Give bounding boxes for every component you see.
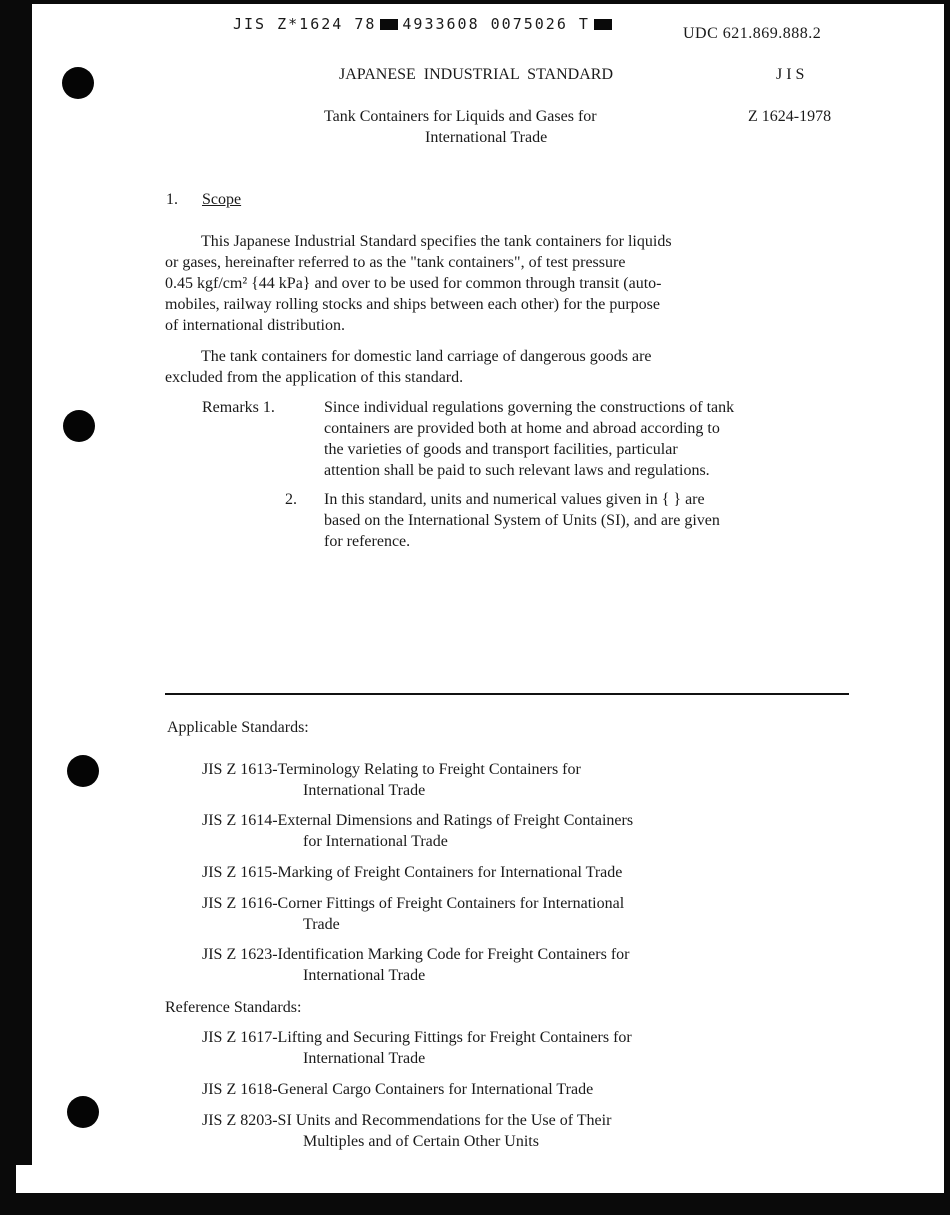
scan-bottom-border bbox=[0, 1193, 950, 1215]
reference-standard-item bbox=[202, 1027, 802, 1069]
text-line: mobiles, railway rolling stocks and ships between each other) for the purpose bbox=[165, 296, 660, 313]
applicable-standard-item bbox=[202, 810, 802, 852]
punch-hole bbox=[67, 755, 99, 787]
text-line: the varieties of goods and transport facilities, particular bbox=[324, 441, 678, 458]
standard-line: JIS Z 1623-Identification Marking Code for Freight Containers for bbox=[202, 946, 630, 963]
catalog-code-line bbox=[233, 15, 616, 33]
text-line: excluded from the application of this standard. bbox=[165, 369, 464, 386]
remark-2 bbox=[324, 489, 869, 552]
remarks-label: Remarks 1. bbox=[202, 399, 275, 416]
scope-paragraph-2 bbox=[165, 346, 855, 388]
redaction-block bbox=[380, 19, 398, 30]
catalog-code-2: 4933608 0075026 T bbox=[402, 15, 590, 33]
text-line: Since individual regulations governing the constructions of tank bbox=[324, 399, 735, 416]
standard-line: International Trade bbox=[303, 967, 426, 984]
remark-1 bbox=[324, 397, 869, 481]
scan-top-border bbox=[0, 0, 950, 4]
text-line: 0.45 kgf/cm² {44 kPa} and over to be used for common through transit (auto- bbox=[165, 275, 662, 292]
standard-line: JIS Z 1613-Terminology Relating to Freight Containers for bbox=[202, 761, 581, 778]
catalog-code: JIS Z*1624 78 bbox=[233, 15, 377, 33]
text-line: attention shall be paid to such relevant laws and regulations. bbox=[324, 462, 710, 479]
standard-line: International Trade bbox=[303, 782, 426, 799]
text-line: for reference. bbox=[324, 533, 411, 550]
applicable-standard-item bbox=[202, 944, 802, 986]
remark-2-number: 2. bbox=[285, 491, 297, 508]
text-line: This Japanese Industrial Standard specifies the tank containers for liquids bbox=[201, 233, 672, 250]
standard-line: Trade bbox=[303, 916, 340, 933]
udc-number: UDC 621.869.888.2 bbox=[683, 25, 822, 42]
text-line: containers are provided both at home and abroad according to bbox=[324, 420, 720, 437]
standard-line: International Trade bbox=[303, 1050, 426, 1067]
applicable-standard-item bbox=[202, 862, 802, 883]
scan-left-border bbox=[0, 0, 16, 1215]
text-line: In this standard, units and numerical values given in { } are bbox=[324, 491, 705, 508]
standard-line: JIS Z 1615-Marking of Freight Containers for International Trade bbox=[202, 864, 623, 881]
document-number: Z 1624-1978 bbox=[748, 108, 832, 125]
section-number: 1. bbox=[166, 191, 178, 208]
document-title-line2: International Trade bbox=[425, 129, 548, 146]
reference-standard-item bbox=[202, 1079, 802, 1100]
redaction-block bbox=[594, 19, 612, 30]
section-heading: Scope bbox=[202, 191, 242, 208]
punch-hole bbox=[63, 410, 95, 442]
punch-hole bbox=[67, 1096, 99, 1128]
section-divider bbox=[165, 693, 849, 695]
applicable-standard-item bbox=[202, 759, 802, 801]
jis-label: J I S bbox=[776, 66, 805, 83]
standard-line: JIS Z 1614-External Dimensions and Ratings of Freight Containers bbox=[202, 812, 634, 829]
standard-line: JIS Z 8203-SI Units and Recommendations for the Use of Their bbox=[202, 1112, 612, 1129]
reference-standard-item bbox=[202, 1110, 802, 1152]
scope-paragraph-1 bbox=[165, 231, 855, 336]
standard-line: JIS Z 1616-Corner Fittings of Freight Containers for International bbox=[202, 895, 625, 912]
standard-line: JIS Z 1618-General Cargo Containers for International Trade bbox=[202, 1081, 594, 1098]
text-line: based on the International System of Units (SI), and are given bbox=[324, 512, 720, 529]
text-line: or gases, hereinafter referred to as the "tank containers", of test pressure bbox=[165, 254, 626, 271]
text-line: of international distribution. bbox=[165, 317, 345, 334]
text-line: The tank containers for domestic land carriage of dangerous goods are bbox=[201, 348, 652, 365]
punch-hole bbox=[62, 67, 94, 99]
applicable-standards-heading: Applicable Standards: bbox=[167, 719, 309, 736]
standard-line: JIS Z 1617-Lifting and Securing Fittings for Freight Containers for bbox=[202, 1029, 632, 1046]
standard-line: Multiples and of Certain Other Units bbox=[303, 1133, 539, 1150]
document-title-line1: Tank Containers for Liquids and Gases for bbox=[324, 108, 597, 125]
applicable-standard-item bbox=[202, 893, 802, 935]
scan-right-border bbox=[944, 0, 950, 1215]
scan-left-border-inner bbox=[16, 0, 32, 1165]
reference-standards-heading: Reference Standards: bbox=[165, 999, 302, 1016]
standard-title: JAPANESE INDUSTRIAL STANDARD bbox=[339, 66, 613, 83]
standard-line: for International Trade bbox=[303, 833, 448, 850]
